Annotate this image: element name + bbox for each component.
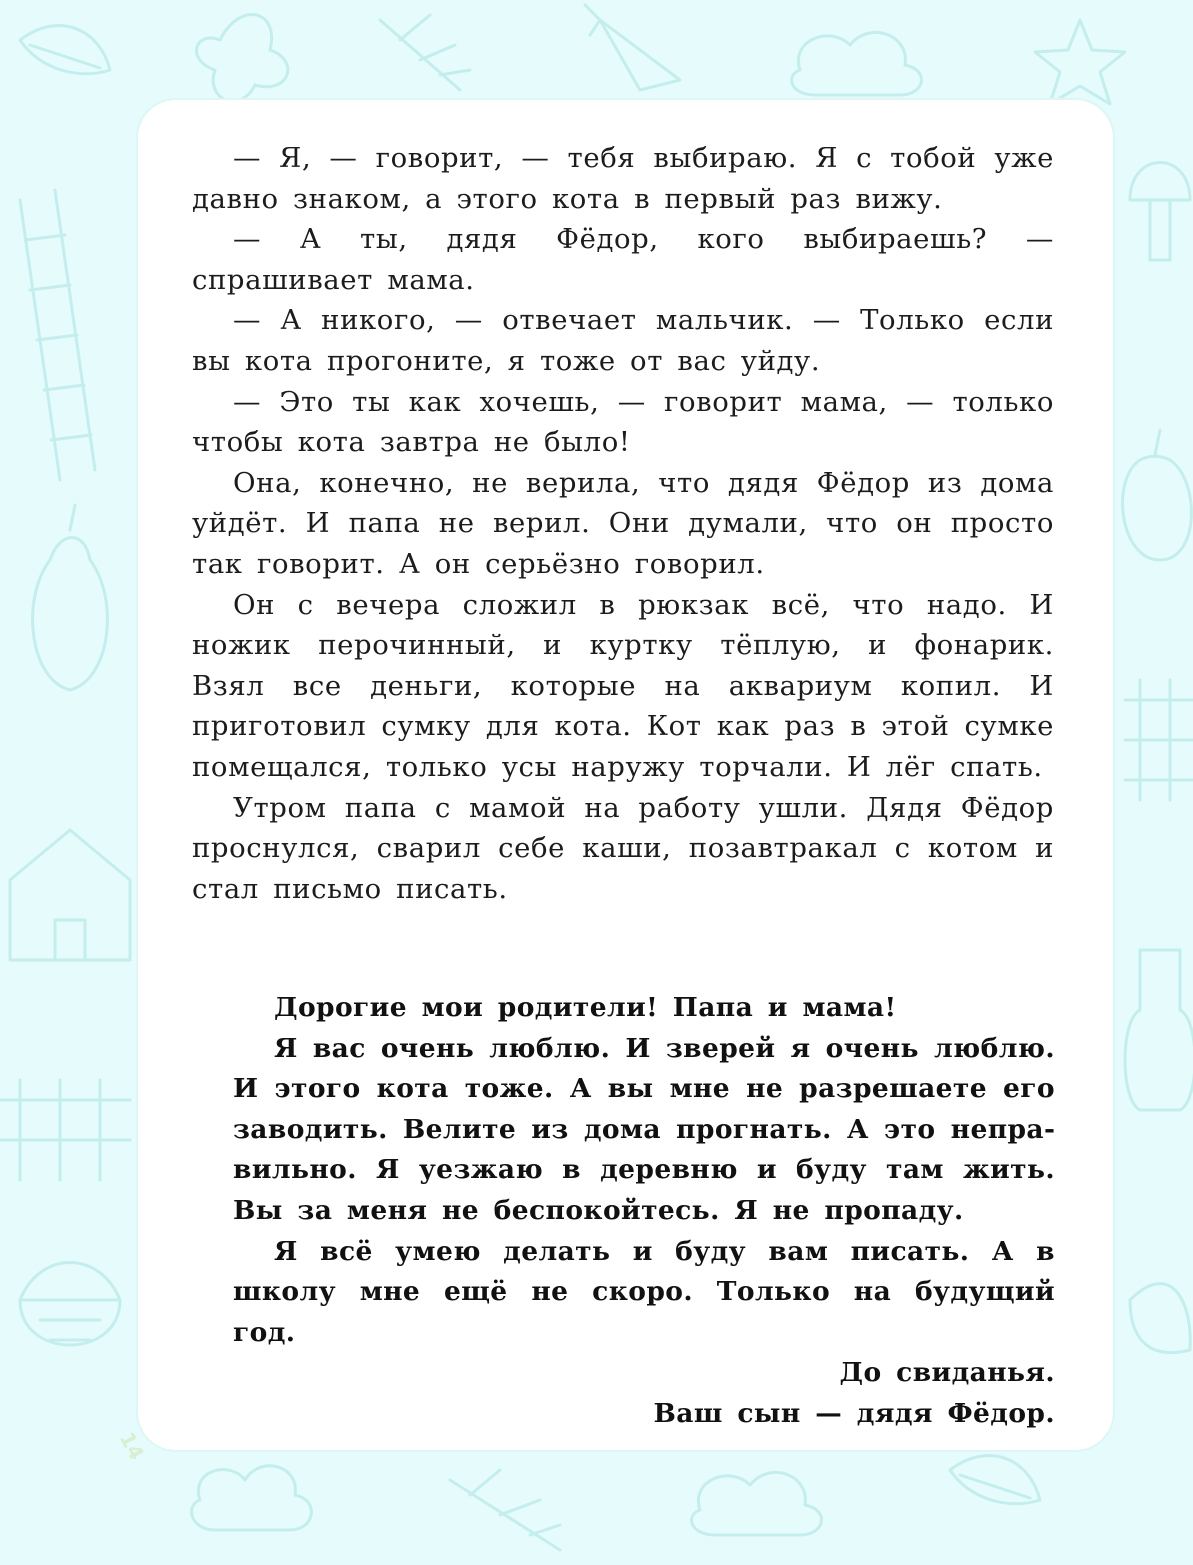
doodle-house-icon (10, 830, 130, 960)
letter-closing: До свиданья. (839, 1357, 1055, 1389)
doodle-basket-icon (20, 1263, 120, 1346)
doodle-apple-icon (1123, 430, 1192, 560)
doodle-cloud-icon (792, 32, 922, 95)
story-paragraph: Она, конечно, не верила, что дядя Фёдор из дома уйдёт. И папа не верил. Они думали, что он просто так говорит. А он серьёзно говорил. (192, 466, 1054, 580)
doodle-branch-icon (380, 15, 470, 90)
doodle-leaf2-icon (1130, 1284, 1190, 1353)
doodle-leaf3-icon (950, 1456, 1040, 1504)
letter-text (233, 988, 1055, 1435)
doodle-mushroom-icon (1130, 163, 1190, 261)
doodle-cloud2-icon (692, 1472, 822, 1535)
doodle-pear-icon (33, 505, 108, 690)
letter-greeting: Дорогие мои родители! Папа и мама! (274, 992, 897, 1023)
doodle-leaf-icon (20, 26, 110, 74)
story-paragraph: — А ты, дядя Фёдор, кого выбираешь? — спрашивает мама. (192, 223, 1054, 296)
doodle-flower-icon (196, 15, 287, 102)
doodle-carrot-icon (585, 5, 680, 90)
story-paragraph: Утром папа с мамой на работу ушли. Дядя Фёдор проснулся, сварил себе каши, позавтракал с котом и стал письмо писать. (192, 791, 1054, 905)
doodle-net-icon (1125, 680, 1193, 800)
story-paragraph: — Я, — говорит, — тебя выбираю. Я с тобой уже давно знаком, а этого кота в первый раз вижу. (192, 142, 1054, 215)
doodle-branch2-icon (450, 1470, 560, 1550)
doodle-bottle-icon (1125, 950, 1193, 1110)
letter-paragraph: Я всё умею делать и буду вам писать. А в школу мне ещё не скоро. Только на будущий год. (233, 1235, 1055, 1348)
doodle-star-icon (1035, 20, 1125, 104)
story-paragraph: — Это ты как хочешь, — говорит мама, — только чтобы кота завтра не было! (192, 385, 1054, 459)
story-paragraph: Он с вечера сложил в рюкзак всё, что надо. И ножик перочинный, и куртку тёплую, и фонарик. Взял все деньги, которые на аквариум копил. И приготовил сумку для кота. Кот как раз в этой сумке помещался, только усы наружу торчали. И лёг спать. (192, 588, 1054, 783)
doodle-bush-icon (192, 1466, 312, 1530)
story-paragraph: — А никого, — отвечает мальчик. — Только если вы кота прогоните, я тоже от вас уйду. (192, 304, 1054, 377)
page-number: 14 (114, 1428, 150, 1464)
letter-signature: Ваш сын — дядя Фёдор. (653, 1397, 1055, 1429)
doodle-fence-icon (0, 1080, 130, 1180)
letter-paragraph: Я вас очень люблю. И зверей я очень люблю. И этого кота тоже. А вы мне не разрешаете его заводить. Велите из дома прогнать. А это неправильно. Я уезжаю в деревню и буду там жить. Вы за меня не беспокойтесь. Я не пропаду. (233, 1032, 1055, 1226)
doodle-ladder-icon (20, 190, 95, 480)
story-text (192, 138, 1054, 909)
